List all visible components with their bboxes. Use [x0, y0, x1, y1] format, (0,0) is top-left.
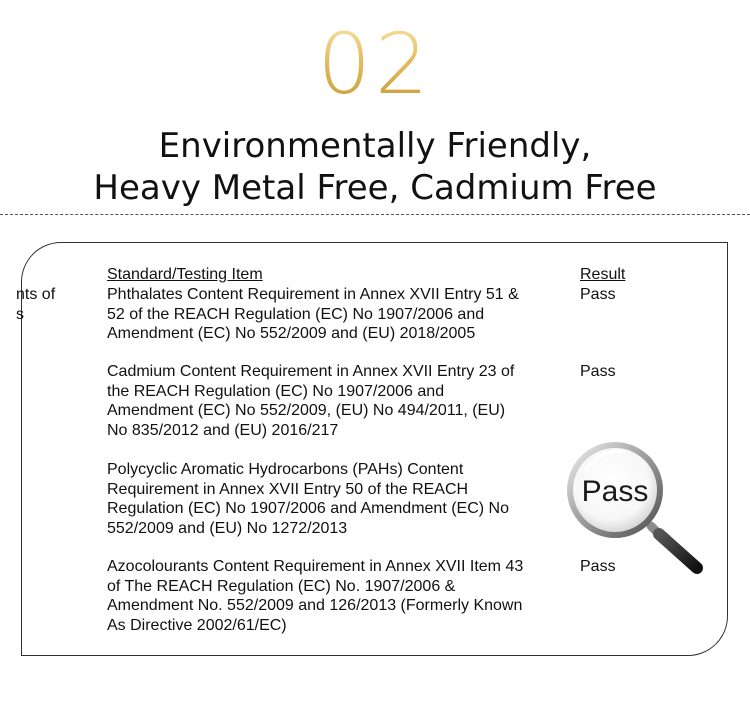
test-item-line: As Directive 2002/61/EC) — [107, 616, 287, 634]
test-item-line: Requirement in Annex XVII Entry 50 of the REACH — [107, 480, 469, 498]
test-item-pahs — [107, 460, 557, 538]
test-item-line: Regulation (EC) No 1907/2006 and Amendment (EC) No — [107, 500, 509, 517]
result-cadmium: Pass — [580, 363, 616, 380]
test-item-line: Cadmium Content Requirement in Annex XVII Entry 23 of — [107, 363, 515, 380]
result-phthalates: Pass — [580, 286, 616, 303]
test-item-cadmium — [107, 362, 557, 440]
test-item-line: Amendment No. 552/2009 and 126/2013 (Formerly Known — [107, 597, 523, 614]
headline-line-1: Environmentally Friendly, — [158, 126, 592, 166]
test-item-line: Amendment (EC) No 552/2009 and (EU) 2018/2005 — [107, 325, 476, 342]
test-item-azocolourants — [107, 557, 557, 635]
test-item-line: 52 of the REACH Regulation (EC) No 1907/2006 and — [107, 305, 485, 323]
result-azocolourants: Pass — [580, 558, 616, 575]
test-item-line: No 835/2012 and (EU) 2016/217 — [107, 421, 339, 439]
magnifier-pass-text: Pass — [581, 475, 649, 508]
magnifier-icon — [547, 428, 707, 578]
test-item-line: Amendment (EC) No 552/2009, (EU) No 494/2011, (EU) — [107, 402, 506, 419]
cropped-text-line: s — [16, 306, 24, 323]
test-item-line: Azocolourants Content Requirement in Annex XVII Item 43 — [107, 558, 524, 575]
test-results-card — [16, 242, 728, 656]
test-item-phthalates — [107, 285, 557, 344]
column-header-item: Standard/Testing Item — [107, 266, 263, 283]
test-item-line: 552/2009 and (EU) No 1272/2013 — [107, 519, 348, 537]
test-item-line: Polycyclic Aromatic Hydrocarbons (PAHs) Content — [107, 461, 464, 478]
dashed-divider — [0, 214, 750, 215]
section-number: 02 — [0, 22, 750, 106]
magnifier-handle — [659, 534, 697, 568]
cropped-text-line: nts of — [16, 286, 56, 303]
headline-line-2: Heavy Metal Free, Cadmium Free — [93, 168, 657, 208]
column-header-result: Result — [580, 266, 626, 283]
test-item-line: Phthalates Content Requirement in Annex XVII Entry 51 & — [107, 286, 519, 303]
cropped-column-text — [16, 285, 55, 325]
test-item-line: the REACH Regulation (EC) No 1907/2006 and — [107, 382, 445, 400]
test-item-line: of The REACH Regulation (EC) No. 1907/2006 & — [107, 577, 456, 595]
